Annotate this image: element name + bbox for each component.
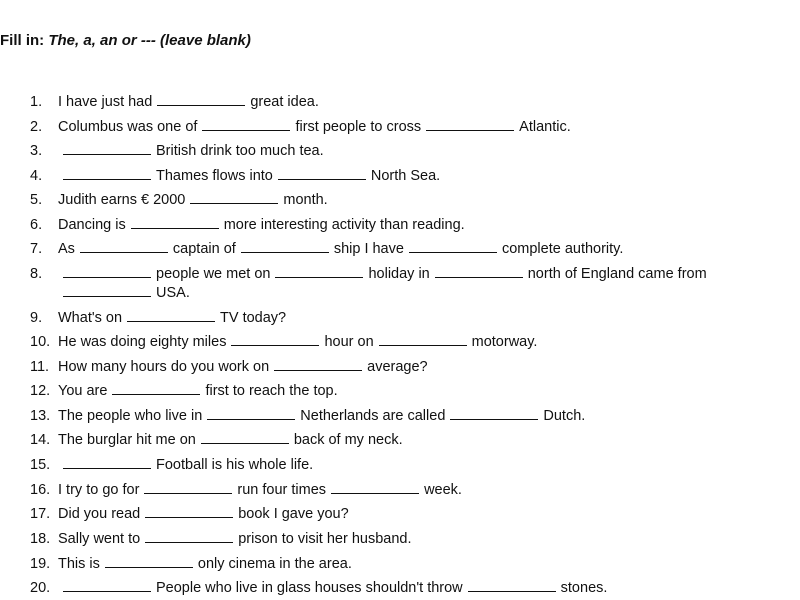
item-text: prison to visit her husband. [238, 531, 412, 547]
item-text: complete authority. [501, 241, 624, 257]
item-text: I try to go for [58, 482, 140, 498]
item-text: great idea. [250, 94, 319, 110]
answer-blank[interactable] [274, 356, 362, 371]
exercise-item [30, 214, 465, 234]
item-text: hour on [324, 334, 374, 350]
worksheet-title [0, 32, 251, 49]
item-text: Dutch. [543, 408, 586, 424]
answer-blank[interactable] [63, 165, 151, 180]
item-number: 3. [30, 143, 43, 159]
answer-blank[interactable] [190, 189, 278, 204]
item-number: 4. [30, 168, 43, 184]
item-text: Atlantic. [519, 119, 571, 135]
exercise-item [30, 91, 319, 111]
answer-blank[interactable] [409, 238, 497, 253]
answer-blank[interactable] [112, 380, 200, 395]
item-number: 8. [30, 266, 43, 282]
item-text: average? [367, 359, 428, 375]
item-text: Judith earns € 2000 [58, 192, 186, 208]
exercise-item [30, 189, 328, 209]
exercise-item [30, 528, 412, 548]
item-text: month. [283, 192, 328, 208]
exercise-item [30, 307, 286, 327]
item-text: How many hours do you work on [58, 359, 270, 375]
answer-blank[interactable] [131, 214, 219, 229]
item-text: He was doing eighty miles [58, 334, 227, 350]
item-text: TV today? [220, 310, 287, 326]
item-text: people we met on [156, 266, 271, 282]
exercise-item [30, 238, 623, 258]
item-number: 13. [30, 408, 51, 424]
item-text: Did you read [58, 506, 141, 522]
item-text: run four times [237, 482, 327, 498]
item-text: Thames flows into [156, 168, 273, 184]
item-text: more interesting activity than reading. [223, 217, 465, 233]
answer-blank[interactable] [105, 553, 193, 568]
item-number: 12. [30, 383, 51, 399]
item-number: 18. [30, 531, 51, 547]
item-text: I have just had [58, 94, 153, 110]
item-text: stones. [560, 580, 608, 596]
item-number: 1. [30, 94, 43, 110]
item-number: 16. [30, 482, 51, 498]
answer-blank[interactable] [450, 405, 538, 420]
item-text: Netherlands are called [300, 408, 446, 424]
item-text: The burglar hit me on [58, 432, 196, 448]
item-text: motorway. [471, 334, 538, 350]
item-text: back of my neck. [293, 432, 403, 448]
answer-blank[interactable] [275, 263, 363, 278]
item-number: 5. [30, 192, 43, 208]
item-number: 20. [30, 580, 51, 596]
item-number: 6. [30, 217, 43, 233]
answer-blank[interactable] [241, 238, 329, 253]
item-text: People who live in glass houses shouldn't throw [156, 580, 463, 596]
exercise-item [30, 429, 403, 449]
answer-blank[interactable] [157, 91, 245, 106]
exercise-item [30, 577, 607, 597]
exercise-item [30, 140, 324, 160]
item-text: You are [58, 383, 108, 399]
item-text: Football is his whole life. [156, 457, 314, 473]
answer-blank[interactable] [63, 282, 151, 297]
exercise-item [30, 356, 428, 376]
item-text: USA. [156, 285, 190, 301]
answer-blank[interactable] [63, 140, 151, 155]
item-text: Dancing is [58, 217, 126, 233]
answer-blank[interactable] [379, 331, 467, 346]
item-text: first to reach the top. [205, 383, 338, 399]
exercise-item-continuation [30, 282, 190, 302]
answer-blank[interactable] [144, 479, 232, 494]
item-text: week. [424, 482, 462, 498]
item-text: captain of [172, 241, 236, 257]
item-number: 17. [30, 506, 51, 522]
item-text: holiday in [368, 266, 430, 282]
item-number: 2. [30, 119, 43, 135]
item-number: 15. [30, 457, 51, 473]
exercise-item [30, 380, 338, 400]
answer-blank[interactable] [145, 528, 233, 543]
answer-blank[interactable] [63, 454, 151, 469]
answer-blank[interactable] [231, 331, 319, 346]
item-text: What's on [58, 310, 123, 326]
exercise-item [30, 553, 352, 573]
item-text: British drink too much tea. [156, 143, 324, 159]
item-text: This is [58, 556, 100, 572]
item-number: 7. [30, 241, 43, 257]
answer-blank[interactable] [127, 307, 215, 322]
exercise-item [30, 116, 571, 136]
item-text: only cinema in the area. [197, 556, 352, 572]
answer-blank[interactable] [63, 263, 151, 278]
item-text: The people who live in [58, 408, 203, 424]
answer-blank[interactable] [63, 577, 151, 592]
answer-blank[interactable] [435, 263, 523, 278]
answer-blank[interactable] [278, 165, 366, 180]
exercise-item [30, 331, 537, 351]
answer-blank[interactable] [468, 577, 556, 592]
item-text: north of England came from [527, 266, 707, 282]
answer-blank[interactable] [331, 479, 419, 494]
item-number: 9. [30, 310, 43, 326]
answer-blank[interactable] [207, 405, 295, 420]
exercise-item [30, 263, 707, 283]
answer-blank[interactable] [145, 503, 233, 518]
answer-blank[interactable] [426, 116, 514, 131]
item-number: 19. [30, 556, 51, 572]
exercise-item [30, 454, 313, 474]
exercise-item [30, 405, 585, 425]
item-text: North Sea. [370, 168, 441, 184]
title-label: Fill in: [0, 32, 45, 49]
item-text: As [58, 241, 75, 257]
answer-blank[interactable] [80, 238, 168, 253]
answer-blank[interactable] [201, 429, 289, 444]
exercise-item [30, 165, 440, 185]
item-number: 10. [30, 334, 51, 350]
exercise-item [30, 479, 462, 499]
item-text: first people to cross [295, 119, 422, 135]
item-number: 14. [30, 432, 51, 448]
item-text: Sally went to [58, 531, 141, 547]
answer-blank[interactable] [202, 116, 290, 131]
item-number: 11. [30, 359, 50, 375]
item-text: ship I have [333, 241, 404, 257]
item-text: Columbus was one of [58, 119, 198, 135]
title-instruction: The, a, an or --- (leave blank) [48, 32, 251, 49]
item-text: book I gave you? [238, 506, 349, 522]
exercise-item [30, 503, 349, 523]
